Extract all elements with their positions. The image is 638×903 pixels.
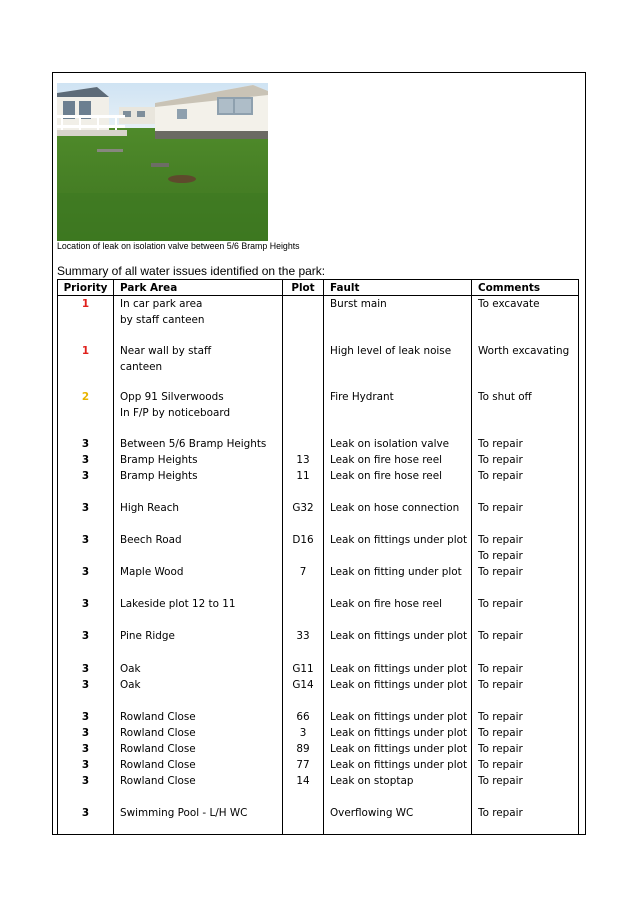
park-area-cell: Bramp Heights	[120, 454, 198, 466]
fault-column	[324, 296, 472, 835]
plot-cell: 7	[299, 566, 307, 578]
park-area-cell: Bramp Heights	[120, 470, 198, 482]
priority-cell: 1	[81, 345, 90, 357]
comments-cell: To repair	[478, 775, 523, 787]
header-plot: Plot	[283, 280, 324, 296]
fault-cell: Overflowing WC	[330, 807, 414, 819]
fault-cell: Leak on fire hose reel	[330, 470, 442, 482]
fault-cell: Leak on fire hose reel	[330, 454, 442, 466]
priority-cell: 3	[81, 663, 90, 675]
photo-caption: Location of leak on isolation valve between 5/6 Bramp Heights	[57, 241, 300, 251]
fault-cell: Burst main	[330, 298, 387, 310]
priority-cell: 1	[81, 298, 90, 310]
park-area-cell: Rowland Close	[120, 775, 196, 787]
priority-cell: 3	[81, 598, 90, 610]
priority-cell: 3	[81, 534, 90, 546]
comments-cell: To repair	[478, 663, 523, 675]
fault-cell: Leak on fittings under plot	[330, 759, 468, 771]
fault-cell: Leak on stoptap	[330, 775, 414, 787]
plot-cell: 3	[299, 727, 307, 739]
plot-cell: 13	[296, 454, 310, 466]
priority-cell: 3	[81, 438, 90, 450]
park-area-cell: Beech Road	[120, 534, 182, 546]
priority-cell: 3	[81, 470, 90, 482]
comments-cell: To repair	[478, 630, 523, 642]
plot-cell: D16	[292, 534, 314, 546]
fault-cell: Leak on fittings under plot	[330, 711, 468, 723]
caravan-photo-icon	[57, 83, 268, 241]
comments-cell: To excavate	[478, 298, 540, 310]
priority-cell: 3	[81, 775, 90, 787]
header-fault: Fault	[324, 280, 472, 296]
comments-cell: Worth excavating	[478, 345, 570, 357]
comments-cell: To repair	[478, 454, 523, 466]
plot-cell: 11	[296, 470, 310, 482]
park-area-cell: Rowland Close	[120, 727, 196, 739]
park-area-cell: Swimming Pool - L/H WC	[120, 807, 248, 819]
fault-cell: High level of leak noise	[330, 345, 452, 357]
fault-cell: Leak on fire hose reel	[330, 598, 442, 610]
priority-cell: 3	[81, 711, 90, 723]
header-priority: Priority	[58, 280, 114, 296]
park-area-cell: Opp 91 Silverwoods	[120, 391, 224, 403]
comments-cell: To repair	[478, 566, 523, 578]
comments-cell: To repair	[478, 470, 523, 482]
park-area-cell: Lakeside plot 12 to 11	[120, 598, 236, 610]
park-area-cell: Rowland Close	[120, 711, 196, 723]
priority-cell: 2	[81, 391, 90, 403]
priority-cell: 3	[81, 679, 90, 691]
priority-cell: 3	[81, 807, 90, 819]
table-body	[58, 296, 579, 835]
fault-cell: Leak on hose connection	[330, 502, 460, 514]
priority-cell: 3	[81, 759, 90, 771]
plot-cell: 33	[296, 630, 310, 642]
fault-cell: Leak on fittings under plot	[330, 727, 468, 739]
comments-cell: To shut off	[478, 391, 532, 403]
fault-cell: Leak on fittings under plot	[330, 663, 468, 675]
header-comments: Comments	[472, 280, 579, 296]
comments-cell: To repair	[478, 550, 523, 562]
plot-column	[283, 296, 324, 835]
plot-cell: 77	[296, 759, 310, 771]
fault-cell: Leak on fittings under plot	[330, 534, 468, 546]
comments-cell: To repair	[478, 743, 523, 755]
comments-cell: To repair	[478, 534, 523, 546]
priority-cell: 3	[81, 454, 90, 466]
comments-cell: To repair	[478, 438, 523, 450]
comments-cell: To repair	[478, 679, 523, 691]
priority-cell: 3	[81, 743, 90, 755]
comments-cell: To repair	[478, 807, 523, 819]
comments-cell: To repair	[478, 502, 523, 514]
plot-cell: 66	[296, 711, 310, 723]
park-area-cell: Between 5/6 Bramp Heights	[120, 438, 267, 450]
water-issues-table	[57, 279, 579, 834]
table-header-row	[58, 280, 579, 296]
summary-title: Summary of all water issues identified on the park:	[57, 264, 326, 278]
park-area-cell: Oak	[120, 663, 141, 675]
park-area-cell: In car park area	[120, 298, 203, 310]
plot-cell: 14	[296, 775, 310, 787]
fault-cell: Leak on fittings under plot	[330, 743, 468, 755]
priority-cell: 3	[81, 566, 90, 578]
park-area-cell: Maple Wood	[120, 566, 184, 578]
comments-cell: To repair	[478, 711, 523, 723]
priority-cell: 3	[81, 630, 90, 642]
plot-cell: G14	[292, 679, 314, 691]
park-area-cell: Pine Ridge	[120, 630, 175, 642]
priority-cell: 3	[81, 727, 90, 739]
park-area-cell: High Reach	[120, 502, 179, 514]
fault-cell: Leak on fitting under plot	[330, 566, 462, 578]
park-area-cell: Near wall by staff	[120, 345, 212, 357]
comments-cell: To repair	[478, 759, 523, 771]
park-area-cell: Oak	[120, 679, 141, 691]
park-area-column	[114, 296, 283, 835]
comments-cell: To repair	[478, 727, 523, 739]
fault-cell: Leak on isolation valve	[330, 438, 449, 450]
park-area-cell: Rowland Close	[120, 743, 196, 755]
plot-cell: G11	[292, 663, 314, 675]
fault-cell: Leak on fittings under plot	[330, 679, 468, 691]
fault-cell: Fire Hydrant	[330, 391, 394, 403]
header-park-area: Park Area	[114, 280, 283, 296]
plot-cell: 89	[296, 743, 310, 755]
park-area-cell: by staff canteen	[120, 314, 205, 326]
park-area-cell: Rowland Close	[120, 759, 196, 771]
fault-cell: Leak on fittings under plot	[330, 630, 468, 642]
comments-cell: To repair	[478, 598, 523, 610]
priority-cell: 3	[81, 502, 90, 514]
priority-column	[58, 296, 114, 835]
leak-location-photo	[57, 83, 268, 241]
plot-cell: G32	[292, 502, 314, 514]
park-area-cell: In F/P by noticeboard	[120, 407, 231, 419]
comments-column	[472, 296, 579, 835]
park-area-cell: canteen	[120, 361, 163, 373]
